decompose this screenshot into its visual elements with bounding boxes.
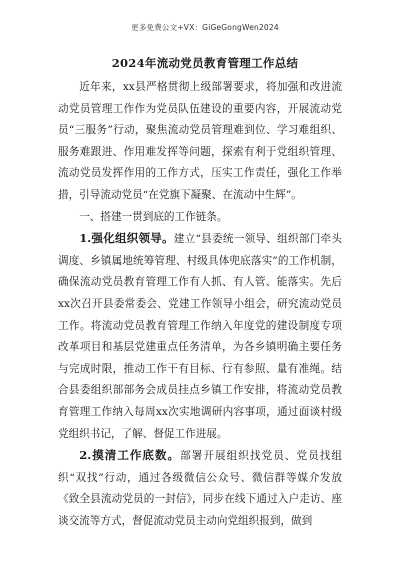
document-body: [58, 77, 342, 532]
item-1-paragraph: [58, 228, 342, 445]
section-heading: 一、搭建一贯到底的工作链条。: [79, 210, 228, 223]
item-1-lead: 1.强化组织领导。: [79, 231, 174, 246]
header-note: 更多免费公文+VX：GiGeGongWen2024: [131, 23, 279, 32]
item-2-lead: 2.摸清工作底数。: [79, 448, 181, 463]
intro-paragraph: 近年来，xx县严格贯彻上级部署要求，将加强和改进流动党员管理工作作为党员队伍建设的重要内容，开展流动党员“三服务”行动，聚焦流动党员管理难到位、学习难组织、服务难跟进、作用难发挥等问题，探索有利于党组织管理、流动党员发挥作用的工作方式，压实工作责任，强化工作举措，引导流动党员“在党旗下凝聚、在流动中生辉”。: [58, 81, 342, 201]
item-1-body: 建立“县委统一领导、组织部门牵头调度、乡镇属地统筹管理、村级具体兜底落实”的工作机制，确保流动党员教育管理工作有人抓、有人管、能落实。先后xx次召开县委常委会、党建工作领导小组会，研究流动党员工作。将流动党员教育管理工作纳入年度党的建设制度专项改革项目和基层党建重点任务清单，为各乡镇明确主要任务与完成时限，推动工作干有目标、行有参照、量有准绳。结合县委组织部部务会成员挂点乡镇工作安排，将流动党员教育管理工作纳入每周xx次实地调研内容事项，通过面谈村级党组织书记，了解、督促工作进展。: [58, 233, 342, 440]
document-title: 2024年流动党员教育管理工作总结: [111, 56, 299, 70]
item-2-paragraph: [58, 445, 342, 532]
item-2-body: 部署开展组织找党员、党员找组织“双找”行动，通过各级微信公众号、微信群等媒介发放《致全县流动党员的一封信》，同步在线下通过入户走访、座谈交流等方式，督促流动党员主动向党组织报到，做到: [58, 450, 342, 527]
